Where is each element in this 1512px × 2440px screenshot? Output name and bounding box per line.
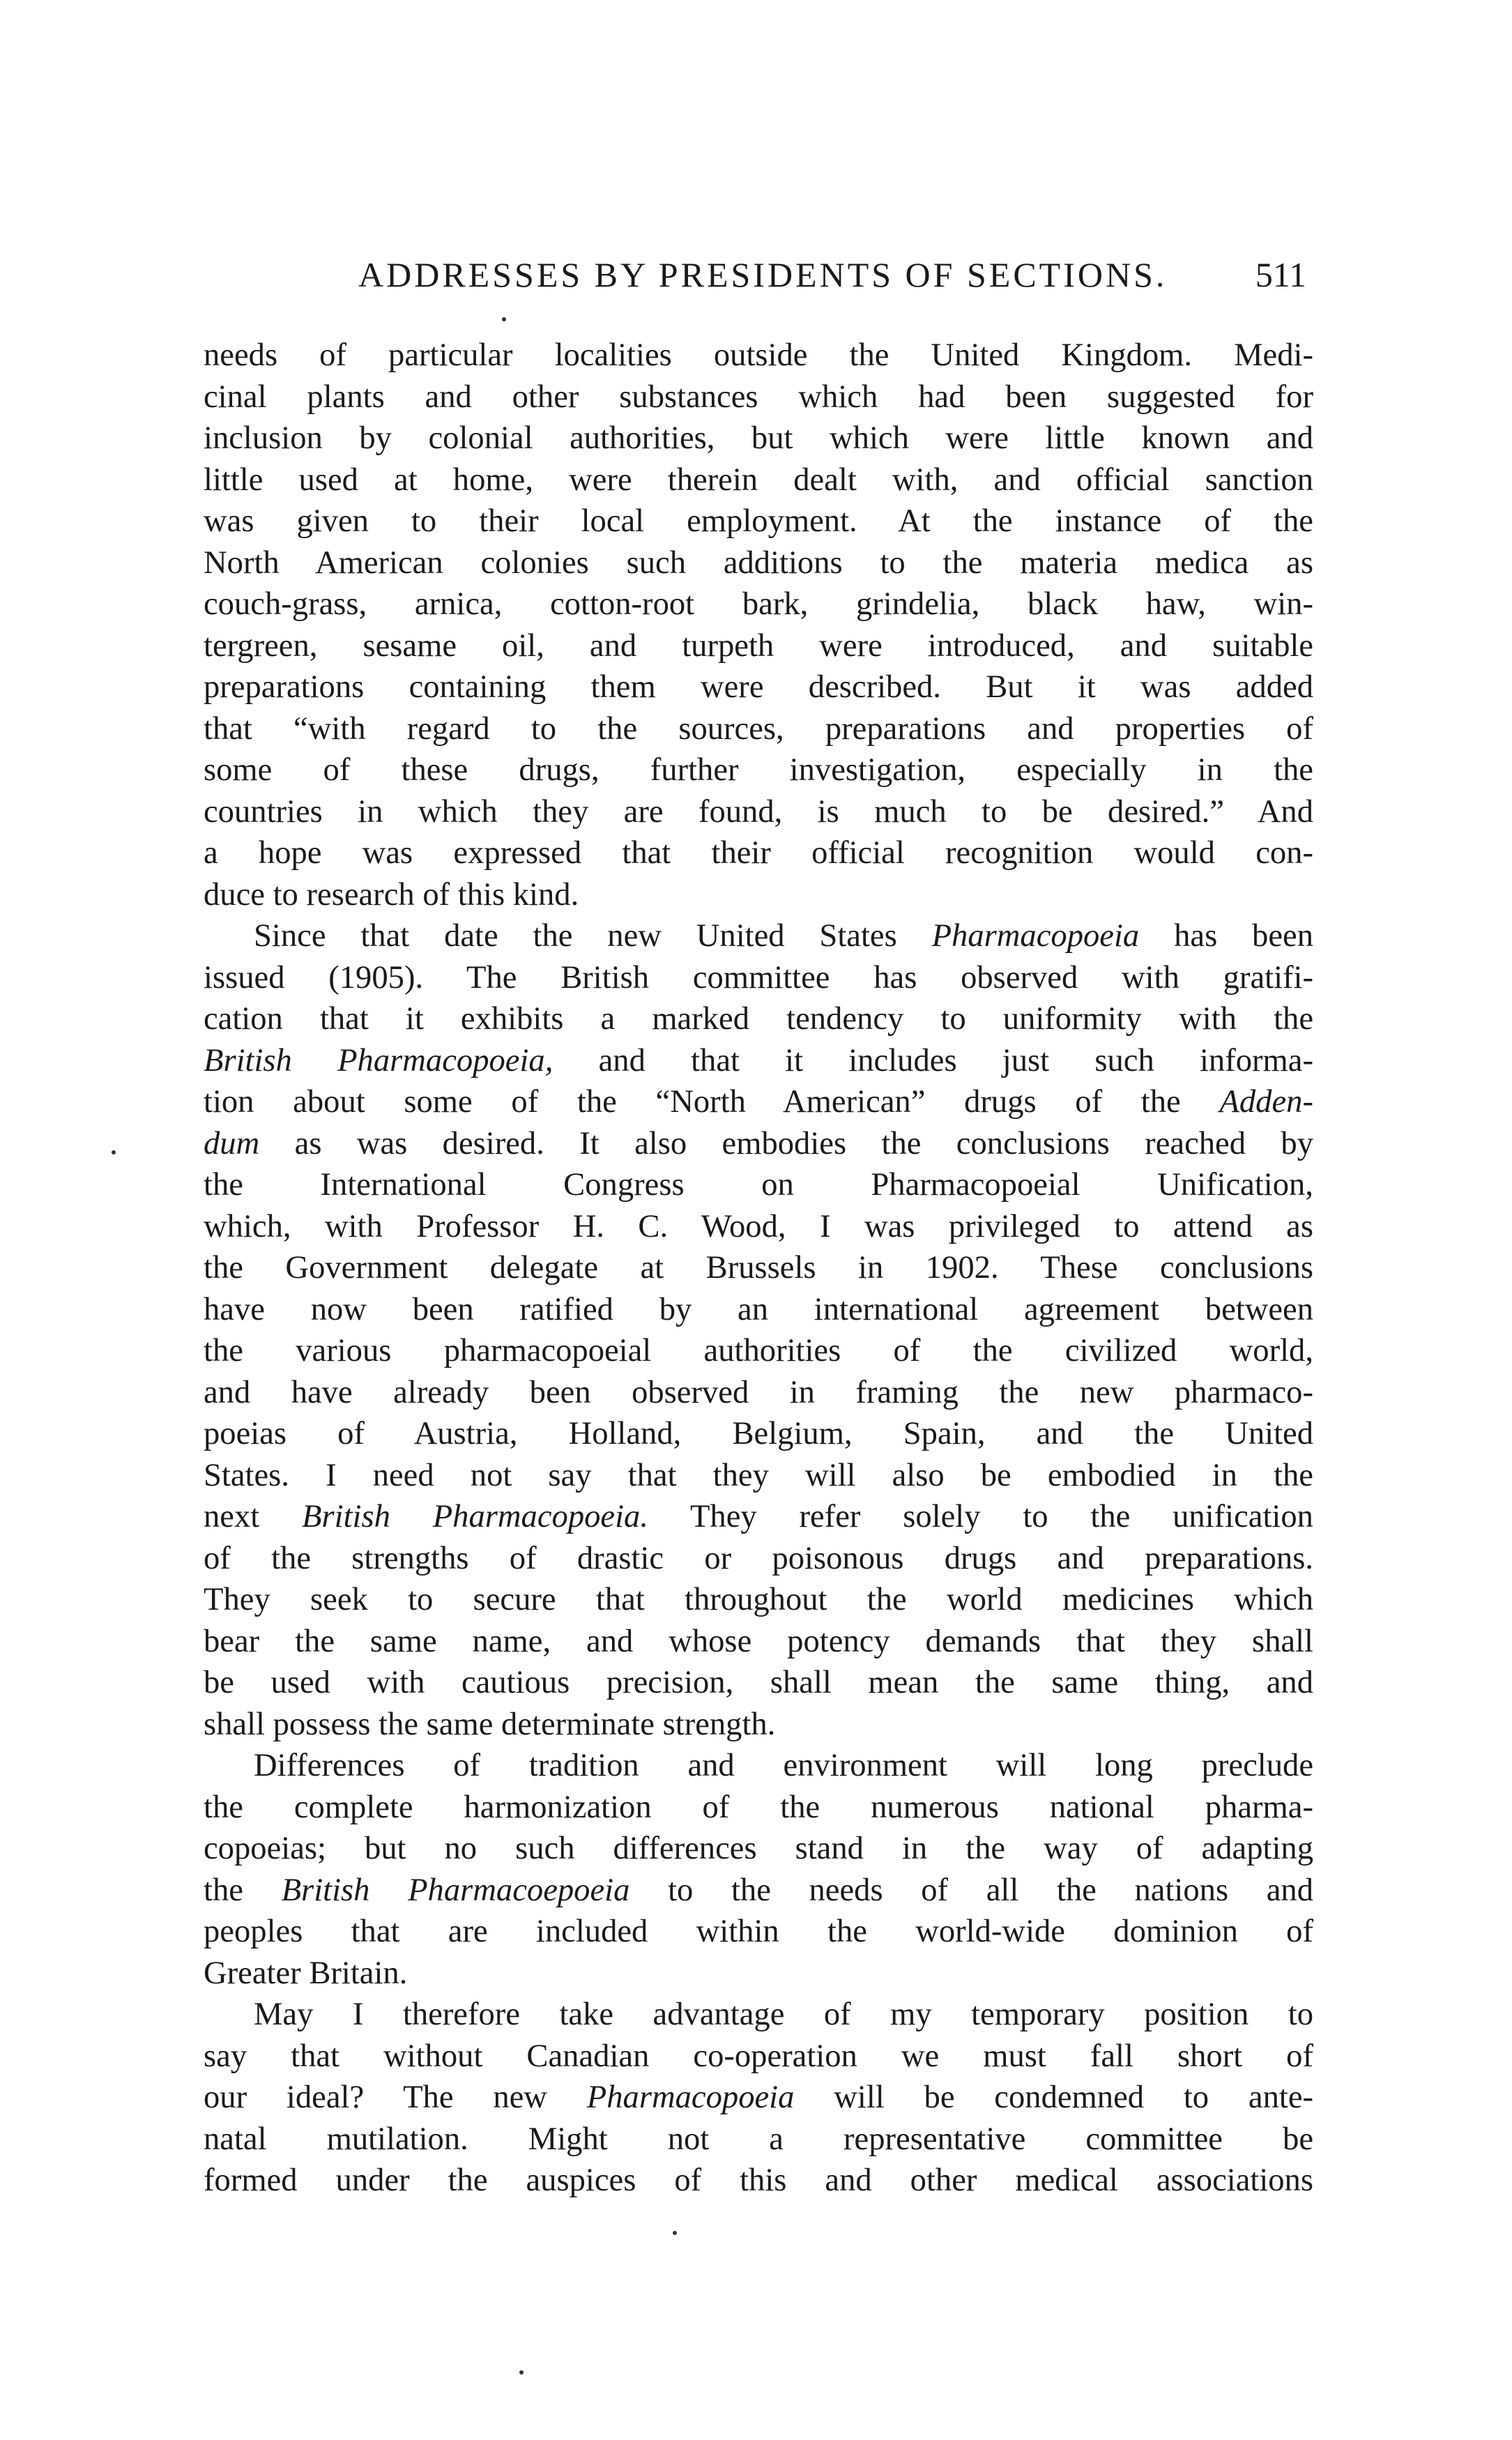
text-line: couch-grass, arnica, cotton-root bark, grindelia, black haw, win- (204, 586, 1313, 622)
text-line: Greater Britain. (204, 1954, 408, 1991)
text-line: of the strengths of drastic or poisonous drugs and preparations. (204, 1539, 1313, 1576)
text-line: copoeias; but no such differences stand in the way of adapting (204, 1830, 1313, 1866)
text-line: countries in which they are found, is much to be desired.” And (204, 793, 1313, 830)
text-line: poeias of Austria, Holland, Belgium, Spain, and the United (204, 1415, 1313, 1451)
text-line: which, with Professor H. C. Wood, I was privileged to attend as (204, 1207, 1313, 1244)
text-line: the International Congress on Pharmacopoeial Unification, (204, 1166, 1313, 1203)
text-line: the British Pharmacoepoeia to the needs of all the nations and (204, 1871, 1313, 1908)
text-line: the Government delegate at Brussels in 1902. These conclusions (204, 1249, 1313, 1286)
text-line: May I therefore take advantage of my temporary position to (254, 1996, 1313, 2032)
text-line: dum as was desired. It also embodies the conclusions reached by (204, 1124, 1313, 1161)
text-line: little used at home, were therein dealt with, and official sanction (204, 461, 1313, 498)
text-line: say that without Canadian co-operation we must fall short of (204, 2037, 1313, 2074)
text-line: the various pharmacopoeial authorities of the civilized world, (204, 1332, 1313, 1368)
text-line: issued (1905). The British committee has observed with gratifi- (204, 959, 1313, 996)
body-text (204, 335, 1313, 2202)
text-line: States. I need not say that they will also be embodied in the (204, 1456, 1313, 1493)
text-line: natal mutilation. Might not a representative committee be (204, 2120, 1313, 2157)
text-line: and have already been observed in framing the new pharmaco- (204, 1373, 1313, 1410)
page-header (358, 254, 1306, 303)
text-line: inclusion by colonial authorities, but which were little known and (204, 420, 1313, 456)
text-line: that “with regard to the sources, preparations and properties of (204, 710, 1313, 747)
page-number: 511 (1255, 255, 1306, 294)
running-head: ADDRESSES BY PRESIDENTS OF SECTIONS. (358, 255, 1168, 294)
text-line: tergreen, sesame oil, and turpeth were introduced, and suitable (204, 627, 1313, 664)
text-line: preparations containing them were described. But it was added (204, 669, 1313, 705)
text-line: tion about some of the “North American” drugs of the Adden- (204, 1083, 1313, 1120)
text-line: formed under the auspices of this and other medical associations (204, 2162, 1313, 2198)
text-line: some of these drugs, further investigation, especially in the (204, 752, 1313, 788)
text-line: cinal plants and other substances which had been suggested for (204, 378, 1313, 415)
speck (673, 2231, 677, 2235)
speck (519, 2370, 524, 2374)
text-line: shall possess the same determinate strength. (204, 1705, 776, 1742)
text-line: bear the same name, and whose potency demands that they shall (204, 1622, 1313, 1659)
text-line: our ideal? The new Pharmacopoeia will be condemned to ante- (204, 2079, 1313, 2115)
speck (112, 1150, 116, 1154)
text-line: a hope was expressed that their official recognition would con- (204, 834, 1313, 871)
text-line: the complete harmonization of the numerous national pharma- (204, 1788, 1313, 1825)
text-line: Since that date the new United States Pharmacopoeia has been (254, 917, 1313, 954)
text-line: was given to their local employment. At the instance of the (204, 503, 1313, 539)
text-line: duce to research of this kind. (204, 876, 579, 913)
text-line: next British Pharmacopoeia. They refer solely to the unification (204, 1498, 1313, 1534)
text-line: North American colonies such additions to the materia medica as (204, 544, 1313, 581)
text-line: British Pharmacopoeia, and that it includes just such informa- (204, 1042, 1313, 1078)
text-line: have now been ratified by an international agreement between (204, 1290, 1313, 1327)
text-line: be used with cautious precision, shall mean the same thing, and (204, 1664, 1313, 1700)
speck (502, 317, 506, 321)
text-line: cation that it exhibits a marked tendency to uniformity with the (204, 1000, 1313, 1037)
text-line: peoples that are included within the world-wide dominion of (204, 1913, 1313, 1949)
text-line: They seek to secure that throughout the world medicines which (204, 1581, 1313, 1617)
text-line: Differences of tradition and environment will long preclude (254, 1747, 1313, 1783)
text-line: needs of particular localities outside the United Kingdom. Medi- (204, 337, 1313, 373)
